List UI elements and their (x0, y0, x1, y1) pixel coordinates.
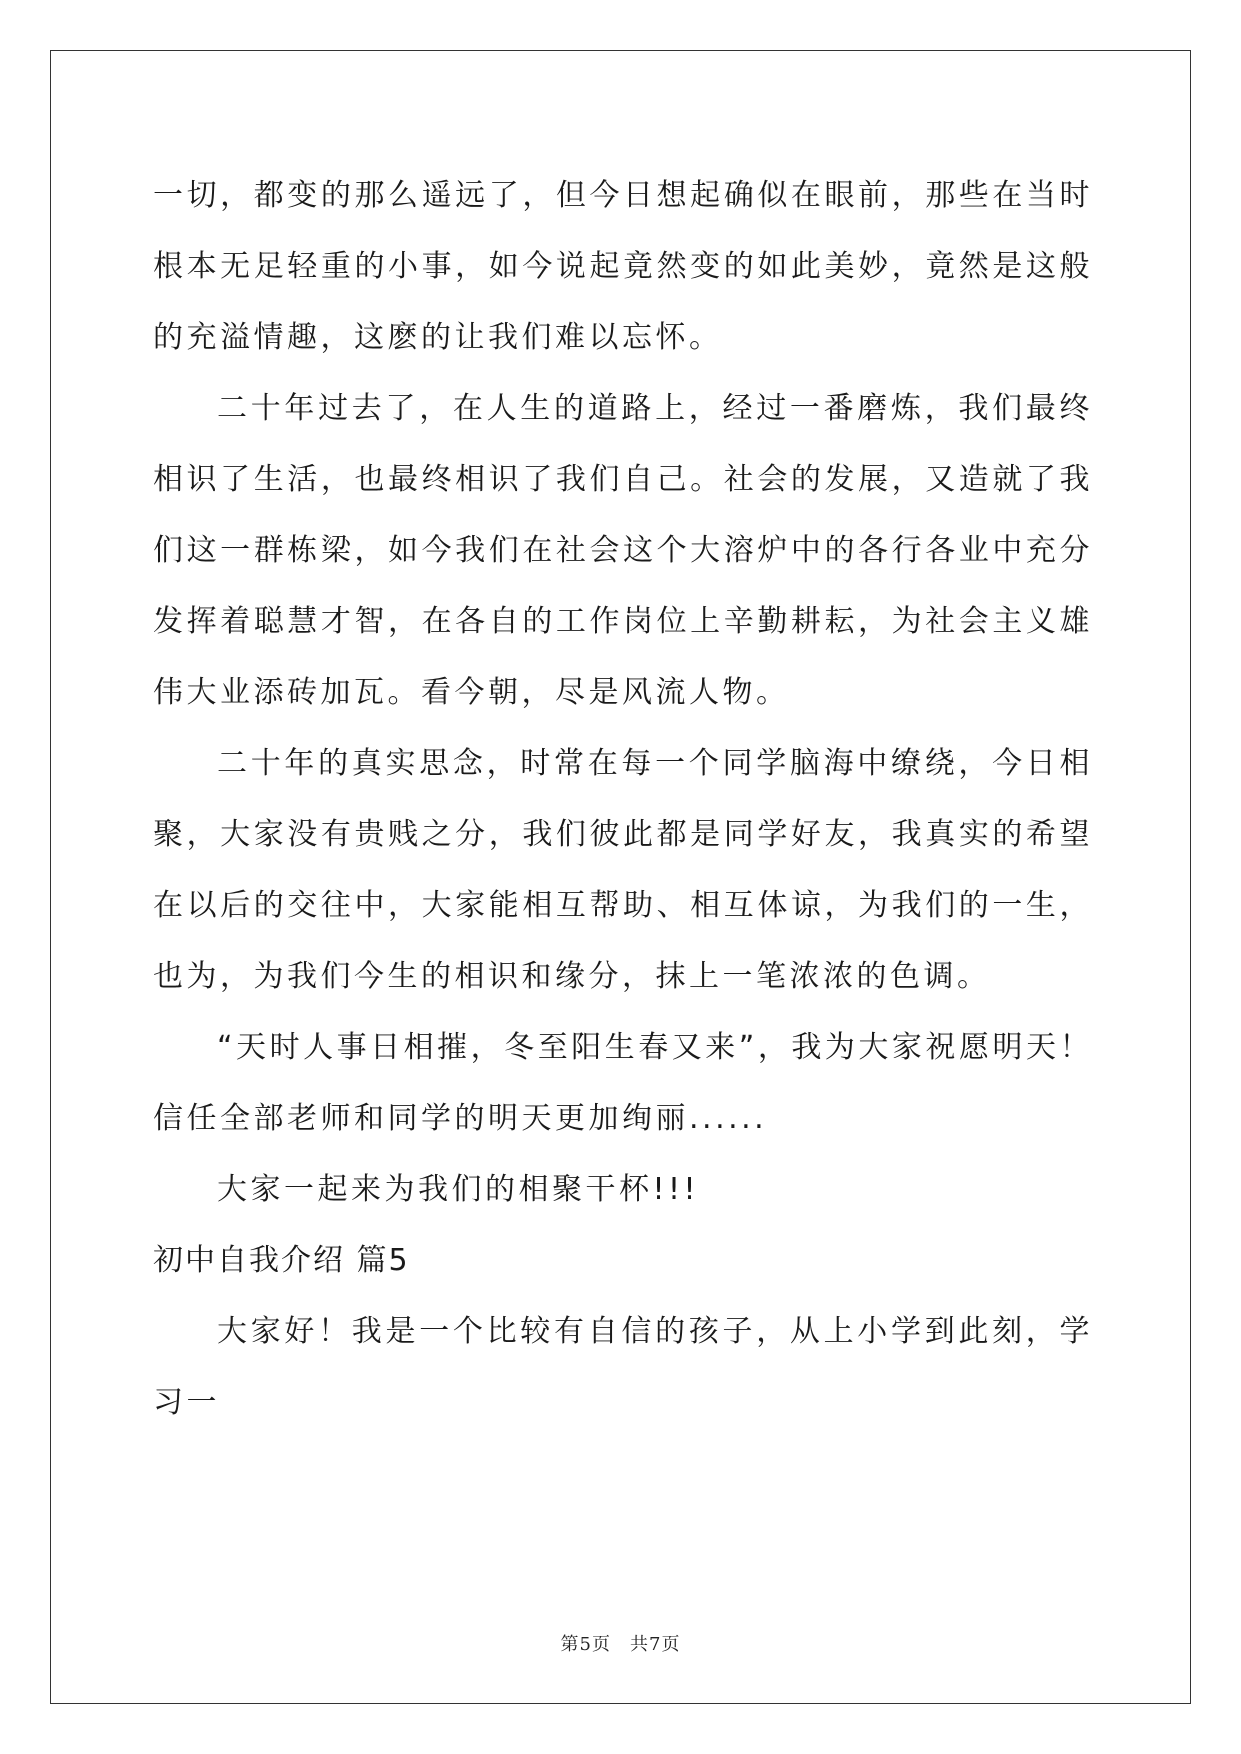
paragraph-6: 大家好！我是一个比较有自信的孩子，从上小学到此刻，学习一 (153, 1314, 1093, 1420)
paragraph-2: 二十年过去了，在人生的道路上，经过一番磨炼，我们最终相识了生活，也最终相识了我们自己。社会的发展，又造就了我们这一群栋梁，如今我们在社会这个大溶炉中的各行各业中充分发挥着聪慧才智，在各自的工作岗位上辛勤耕耘，为社会主义雄伟大业添砖加瓦。看今朝，尽是风流人物。 (153, 391, 1093, 710)
document-body (153, 160, 1093, 1438)
paragraph-1: 一切，都变的那么遥远了，但今日想起确似在眼前，那些在当时根本无足轻重的小事，如今说起竟然变的如此美妙，竟然是这般的充溢情趣，这麽的让我们难以忘怀。 (153, 178, 1093, 355)
paragraph-3: 二十年的真实思念，时常在每一个同学脑海中缭绕，今日相聚，大家没有贵贱之分，我们彼此都是同学好友，我真实的希望在以后的交往中，大家能相互帮助、相互体谅，为我们的一生，也为，为我们今生的相识和缘分，抹上一笔浓浓的色调。 (153, 746, 1093, 994)
section-heading: 初中自我介绍 篇5 (153, 1243, 410, 1278)
paragraph-5: 大家一起来为我们的相聚干杯!!! (217, 1172, 700, 1207)
page-number: 第5页 共7页 (560, 1634, 681, 1655)
paragraph-4: “天时人事日相摧，冬至阳生春又来”，我为大家祝愿明天！信任全部老师和同学的明天更加绚丽...... (153, 1030, 1093, 1136)
